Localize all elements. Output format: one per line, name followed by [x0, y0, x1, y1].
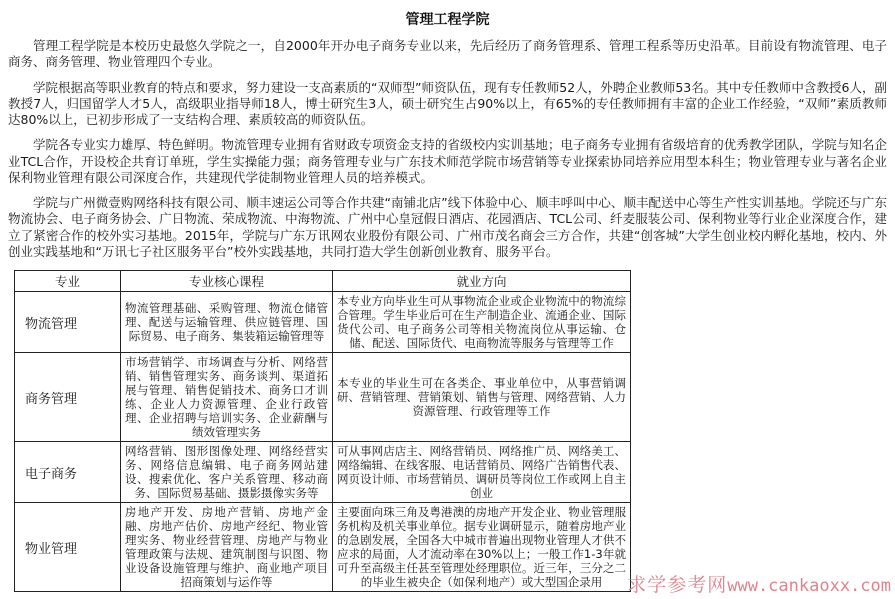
table-header-row	[15, 271, 631, 292]
table-row	[15, 503, 631, 592]
courses-cell: 市场营销学、市场调查与分析、网络营销、销售管理实务、商务谈判、渠道拓展与管理、销售促销技术、商务口才训练、企业人力资源管理、企业行政管理、企业招聘与培训实务、企业薪酬与绩效管理实务	[121, 353, 333, 442]
table-row	[15, 353, 631, 442]
majors-table	[14, 270, 631, 592]
courses-cell: 物流管理基础、采购管理、物流仓储管理、配送与运输管理、供应链管理、国际贸易、电子商务、集装箱运输管理等	[121, 292, 333, 353]
site-watermark	[627, 570, 891, 597]
major-cell: 物业管理	[15, 503, 121, 592]
paragraph: 管理工程学院是本校历史最悠久学院之一，自2000年开办电子商务专业以来，先后经历了商务管理系、管理工程系等历史沿革。目前设有物流管理、电子商务、商务管理、物业管理四个专业。	[8, 38, 887, 70]
watermark-cn-text: 求学参考网	[627, 574, 728, 596]
paragraph: 学院与广州微壹购网络科技有限公司、顺丰速运公司等合作共建“南铺北店”线下体验中心、顺丰呼叫中心、顺丰配送中心等生产性实训基地。学院还与广东物流协会、电子商务协会、广日物流、荣成物流、中海物流、广州中心皇冠假日酒店、花园酒店、TCL公司、纤麦服装公司、保利物业等行业企业深度合作，建立了紧密合作的校外实习基地。2015年，学院与广东万讯网农业股份有限公司、广州市茂名商会三方合作，共建“创客城”大学生创业校内孵化基地，校内、外创业实践基地和“万讯七子社区服务平台”校外实践基地，共同打造大学生创新创业教育、服务平台。	[8, 195, 887, 259]
page-title: 管理工程学院	[405, 12, 490, 28]
major-cell: 商务管理	[15, 353, 121, 442]
table-row	[15, 292, 631, 353]
paragraph: 学院根据高等职业教育的特点和要求，努力建设一支高素质的“双师型”师资队伍，现有专任教师52人，外聘企业教师53名。其中专任教师中含教授6人，副教授7人，归国留学人才5人，高级职业指导师18人，博士研究生3人，硕士研究生占90%以上，有65%的专任教师拥有丰富的企业工作经验，“双师”素质教师达80%以上，已初步形成了一支结构合理、素质较高的师资队伍。	[8, 79, 887, 127]
major-cell: 物流管理	[15, 292, 121, 353]
major-cell: 电子商务	[15, 442, 121, 503]
careers-cell: 可从事网店店主、网络营销员、网络推广员、网络美工、网络编辑、在线客服、电话营销员、网络广告销售代表、网页设计师、市场营销员、调研员等岗位工作或网上自主创业	[333, 442, 631, 503]
courses-cell: 房地产开发、房地产营销、房地产金融、房地产估价、房地产经纪、物业管理实务、物业经营管理、房地产与物业管理政策与法规、建筑制图与识图、物业设备设施管理与维护、商业地产项目招商策划与运作等	[121, 503, 333, 592]
courses-cell: 网络营销、图形图像处理、网络经营实务、网络信息编辑、电子商务网站建设、搜索优化、客户关系管理、移动商务、国际贸易基础、摄影摄像实务等	[121, 442, 333, 503]
body-paragraphs	[8, 38, 887, 260]
careers-cell: 本专业方向毕业生可从事物流企业或企业物流中的物流综合管理。学生毕业后可在生产制造企业、流通企业、国际货代公司、电子商务公司等相关物流岗位从事运输、仓储、配送、国际货代、电商物流等服务与管理等工作	[333, 292, 631, 353]
header-employment: 就业方向	[333, 271, 631, 292]
watermark-en-text: www.cankaoxx.com	[727, 576, 891, 596]
careers-cell: 主要面向珠三角及粤港澳的房地产开发企业、物业管理服务机构及机关事业单位。据专业调研显示，随着房地产业的急剧发展，全国各大中城市普遍出现物业管理人才供不应求的局面，人才流动率在30%以上；一般工作1-3年就可升至高级主任甚至管理处经理职位。近三年，三分之二的毕业生被央企（如保利地产）或大型国企录用	[333, 503, 631, 592]
header-major: 专业	[15, 271, 121, 292]
header-core-courses: 专业核心课程	[121, 271, 333, 292]
paragraph: 学院各专业实力雄厚、特色鲜明。物流管理专业拥有省财政专项资金支持的省级校内实训基地；电子商务专业拥有省级培育的优秀教学团队，学院与知名企业TCL合作，开设校企共育订单班，学生实操能力强；商务管理专业与广东技术师范学院市场营销等专业探索协同培养应用型本科生；物业管理专业与著名企业保利物业管理有限公司深度合作，共建现代学徒制物业管理人员的培养模式。	[8, 137, 887, 185]
table-row	[15, 442, 631, 503]
careers-cell: 本专业的毕业生可在各类企、事业单位中，从事营销调研、营销管理、营销策划、销售与管理、网络营销、人力资源管理、行政管理等工作	[333, 353, 631, 442]
